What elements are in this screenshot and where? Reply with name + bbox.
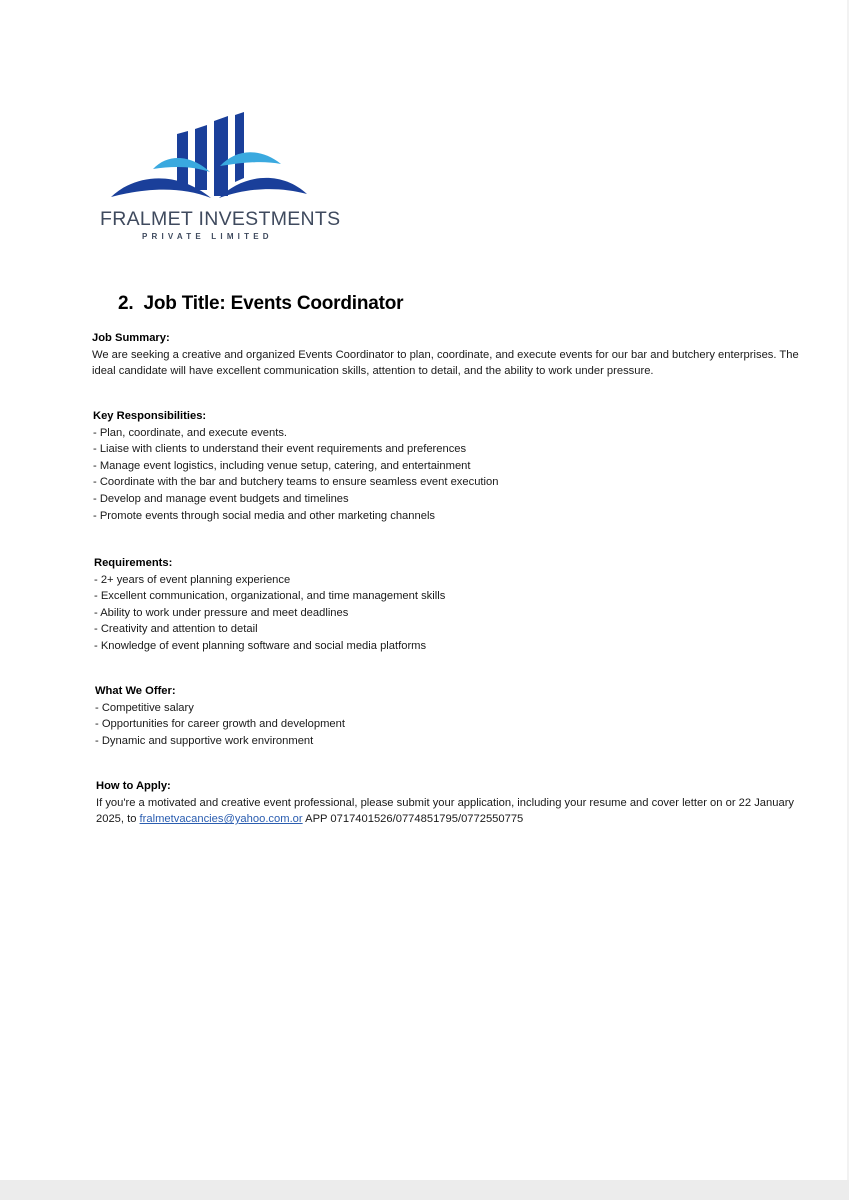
logo-company-name: FRALMET INVESTMENTS [100, 208, 341, 230]
list-item: - Excellent communication, organizational, and time management skills [94, 590, 446, 603]
list-item: - Knowledge of event planning software and social media platforms [94, 639, 427, 652]
list-item: - Promote events through social media and other marketing channels [93, 509, 436, 522]
page-bottom-margin [0, 1180, 849, 1200]
list-item: - Liaise with clients to understand their event requirements and preferences [93, 443, 467, 456]
apply-heading: How to Apply: [96, 780, 171, 792]
offer-heading: What We Offer: [95, 685, 176, 697]
requirements-heading: Requirements: [94, 557, 173, 569]
job-summary-heading: Job Summary: [92, 332, 170, 344]
job-summary-text-line-1: We are seeking a creative and organized Events Coordinator to plan, coordinate, and execute events for our bar and butchery enterprises. The [92, 348, 799, 361]
list-item: - Develop and manage event budgets and timelines [93, 492, 349, 505]
company-logo [95, 108, 341, 248]
apply-text-line-2 [96, 811, 794, 828]
job-summary-section [92, 330, 799, 380]
responsibilities-heading: Key Responsibilities: [93, 410, 207, 422]
job-title-heading [118, 293, 403, 315]
list-item: - Coordinate with the bar and butchery teams to ensure seamless event execution [93, 476, 499, 489]
requirements-section [94, 555, 445, 655]
apply-email-link[interactable]: fralmetvacancies@yahoo.com.or [139, 813, 303, 826]
logo-graphic-icon [95, 108, 335, 208]
apply-date-text: 2025, to [96, 813, 140, 826]
logo-company-subtitle: PRIVATE LIMITED [142, 232, 273, 241]
offer-section [95, 683, 345, 749]
job-title-text: Job Title: Events Coordinator [143, 293, 404, 314]
list-item: - Manage event logistics, including venue setup, catering, and entertainment [93, 459, 471, 472]
list-item: - 2+ years of event planning experience [94, 573, 291, 586]
list-item: - Opportunities for career growth and development [95, 718, 345, 731]
apply-text-line-1: If you're a motivated and creative event professional, please submit your application, including your resume and cover letter on or 22 January [96, 796, 795, 809]
apply-section [96, 778, 794, 828]
job-summary-text-line-2: ideal candidate will have excellent communication skills, attention to detail, and the ability to work under pressure. [92, 365, 654, 378]
list-item: - Dynamic and supportive work environment [95, 734, 314, 747]
responsibilities-section [93, 408, 498, 524]
list-item: - Creativity and attention to detail [94, 623, 258, 636]
list-item: - Competitive salary [95, 701, 194, 714]
apply-phone-numbers: APP 0717401526/0774851795/0772550775 [302, 813, 524, 826]
list-item: - Plan, coordinate, and execute events. [93, 426, 288, 439]
job-number: 2. [118, 293, 134, 314]
list-item: - Ability to work under pressure and meet deadlines [94, 606, 349, 619]
